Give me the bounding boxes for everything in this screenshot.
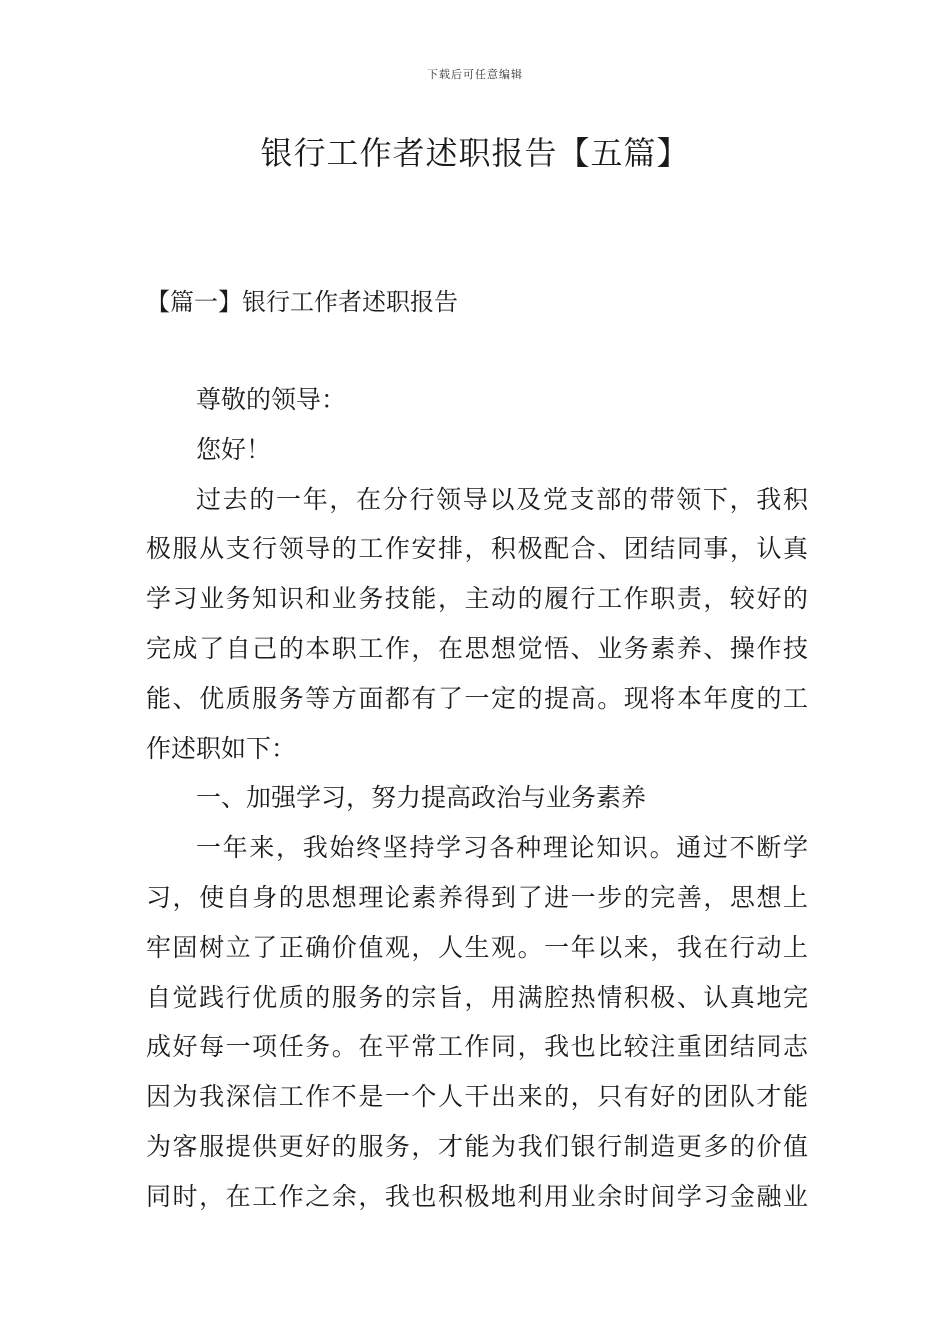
text-line: 同时，在工作之余，我也积极地利用业余时间学习金融业 (146, 1181, 808, 1211)
text-line: 成好每一项任务。在平常工作同，我也比较注重团结同志 (146, 1032, 808, 1062)
text-line: 自觉践行优质的服务的宗旨，用满腔热情积极、认真地完 (146, 982, 808, 1012)
header-note: 下载后可任意编辑 (427, 68, 523, 81)
text-line: 极服从支行领导的工作安排，积极配合、团结同事，认真 (146, 534, 808, 564)
text-line: 能、优质服务等方面都有了一定的提高。现将本年度的工 (146, 683, 808, 713)
text-line: 学习业务知识和业务技能，主动的履行工作职责，较好的 (146, 584, 808, 614)
text-line: 牢固树立了正确价值观，人生观。一年以来，我在行动上 (146, 932, 808, 962)
text-line: 习，使自身的思想理论素养得到了进一步的完善，思想上 (146, 882, 808, 912)
text-line: 因为我深信工作不是一个人干出来的，只有好的团队才能 (146, 1082, 808, 1112)
text-line: 为客服提供更好的服务，才能为我们银行制造更多的价值 (146, 1131, 808, 1161)
text-line: 您好！ (196, 434, 272, 464)
text-line: 过去的一年，在分行领导以及党支部的带领下，我积 (196, 484, 808, 514)
body-text (146, 375, 808, 1222)
document-title: 银行工作者述职报告【五篇】 (260, 134, 690, 172)
text-line: 一、加强学习，努力提高政治与业务素养 (196, 783, 647, 813)
text-line: 一年来，我始终坚持学习各种理论知识。通过不断学 (196, 833, 808, 863)
text-line: 完成了自己的本职工作，在思想觉悟、业务素养、操作技 (146, 633, 808, 663)
section-heading: 【篇一】银行工作者述职报告 (146, 288, 458, 316)
text-line: 作述职如下： (146, 733, 297, 763)
text-line: 尊敬的领导： (196, 385, 347, 414)
